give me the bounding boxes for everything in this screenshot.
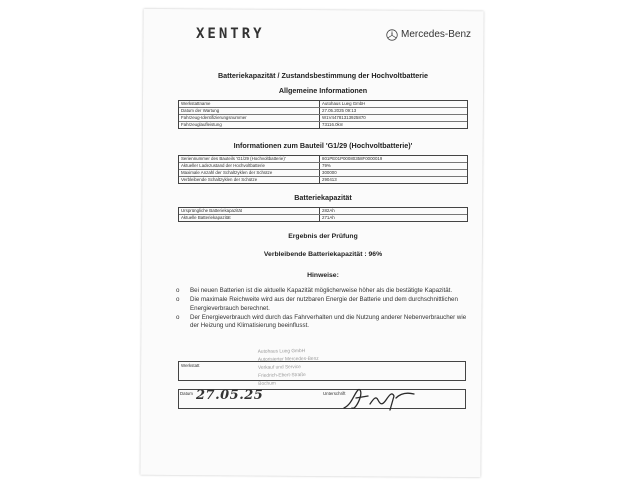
row-value: Autohaus Lueg GmbH: [319, 101, 365, 107]
row-label: Werkstattname: [181, 101, 211, 106]
general-info-table: [178, 100, 468, 129]
row-label: Fahrzeug-Identifizierungsnummer: [181, 115, 247, 120]
capacity-heading: Batteriekapazität: [294, 193, 352, 202]
signature-label: Unterschrift: [323, 391, 346, 396]
row-value: W1V44781313925870: [319, 115, 366, 121]
row-label: Aktuelle Batteriekapazität: [181, 215, 231, 220]
row-label: Maximale Anzahl der Schaltzyklen der Schütze: [181, 170, 273, 175]
date-label: Datum: [180, 391, 193, 396]
row-label: Fahrzeuglaufleistung: [181, 122, 222, 127]
bullet-marker: o: [176, 313, 180, 321]
row-value: 79%: [319, 163, 331, 169]
table-row: [179, 121, 467, 128]
result-heading: Ergebnis der Prüfung: [288, 233, 358, 240]
stamp-line: Autorisierter Mercedes-Benz: [257, 356, 319, 363]
row-value: 27.05.2025 09:13: [319, 108, 356, 114]
row-label: Verbleibende Schaltzyklen der Schütze: [181, 177, 258, 182]
row-label: Datum der Wartung: [181, 108, 220, 113]
list-item: [176, 287, 468, 296]
table-row: [179, 176, 467, 183]
component-info-table: [178, 155, 468, 184]
table-row: [179, 162, 467, 169]
row-value: 271Ah: [319, 215, 335, 221]
row-value: 282Ah: [319, 208, 335, 214]
xentry-logo: XENTRY: [196, 26, 265, 42]
row-value: 300000: [319, 170, 337, 176]
stamp-line: Friedrich-Ebert-Straße: [258, 373, 306, 379]
mercedes-benz-brand: Mercedes-Benz: [401, 29, 472, 40]
row-label: Aktueller Ladezustand der Hochvoltbatterie: [181, 163, 265, 168]
signature-icon: [340, 384, 420, 414]
table-row: [179, 114, 467, 121]
workshop-field: [178, 361, 466, 381]
note-text: Der Energieverbrauch wird durch das Fahrverhalten und die Nutzung anderer Nebenverbraucher wie der Heizung und Klimatisierung beeinflusst.: [190, 313, 467, 330]
document-title: Batteriekapazität / Zustandsbestimmung der Hochvoltbatterie: [217, 71, 429, 80]
table-row: [179, 169, 467, 176]
handwritten-date: 27.05.25: [196, 388, 264, 403]
mercedes-star-icon: [386, 29, 398, 41]
stamp-line: Autohaus Lueg GmbH: [257, 349, 306, 355]
notes-heading: Hinweise:: [307, 272, 339, 279]
notes-list: [176, 287, 468, 331]
row-value: 73116.0km: [319, 122, 343, 128]
bullet-marker: o: [176, 296, 180, 304]
list-item: [176, 314, 468, 331]
stamp-line: Bochum: [258, 381, 276, 387]
capacity-table: [178, 207, 468, 222]
remaining-capacity-result: Verbleibende Batteriekapazität : 96%: [263, 251, 383, 258]
workshop-label: Werkstatt: [181, 363, 200, 368]
list-item: [176, 296, 468, 313]
stamp-line: Verkauf und Service: [257, 365, 301, 371]
note-text: Die maximale Reichweite wird aus der nutzbaren Energie der Batterie und dem durchschnittlichen Energieverbrauch berechnet.: [190, 296, 458, 312]
table-row: [179, 107, 467, 114]
row-value: 801PE01P00080358F0000019: [319, 156, 382, 162]
general-info-heading: Allgemeine Informationen: [278, 86, 368, 95]
note-text: Bei neuen Batterien ist die aktuelle Kapazität möglicherweise höher als die bestätigte Kapazität.: [190, 287, 453, 294]
component-info-heading: Informationen zum Bauteil 'G1/29 (Hochvoltbatterie)': [233, 141, 413, 150]
row-label: Ursprüngliche Batteriekapazität: [181, 208, 243, 213]
bullet-marker: o: [176, 287, 180, 294]
table-row: [179, 214, 467, 221]
row-label: Seriennummer des Bauteils 'G1/29 (Hochvoltbatterie)': [181, 156, 286, 161]
row-value: 290413: [319, 177, 337, 183]
